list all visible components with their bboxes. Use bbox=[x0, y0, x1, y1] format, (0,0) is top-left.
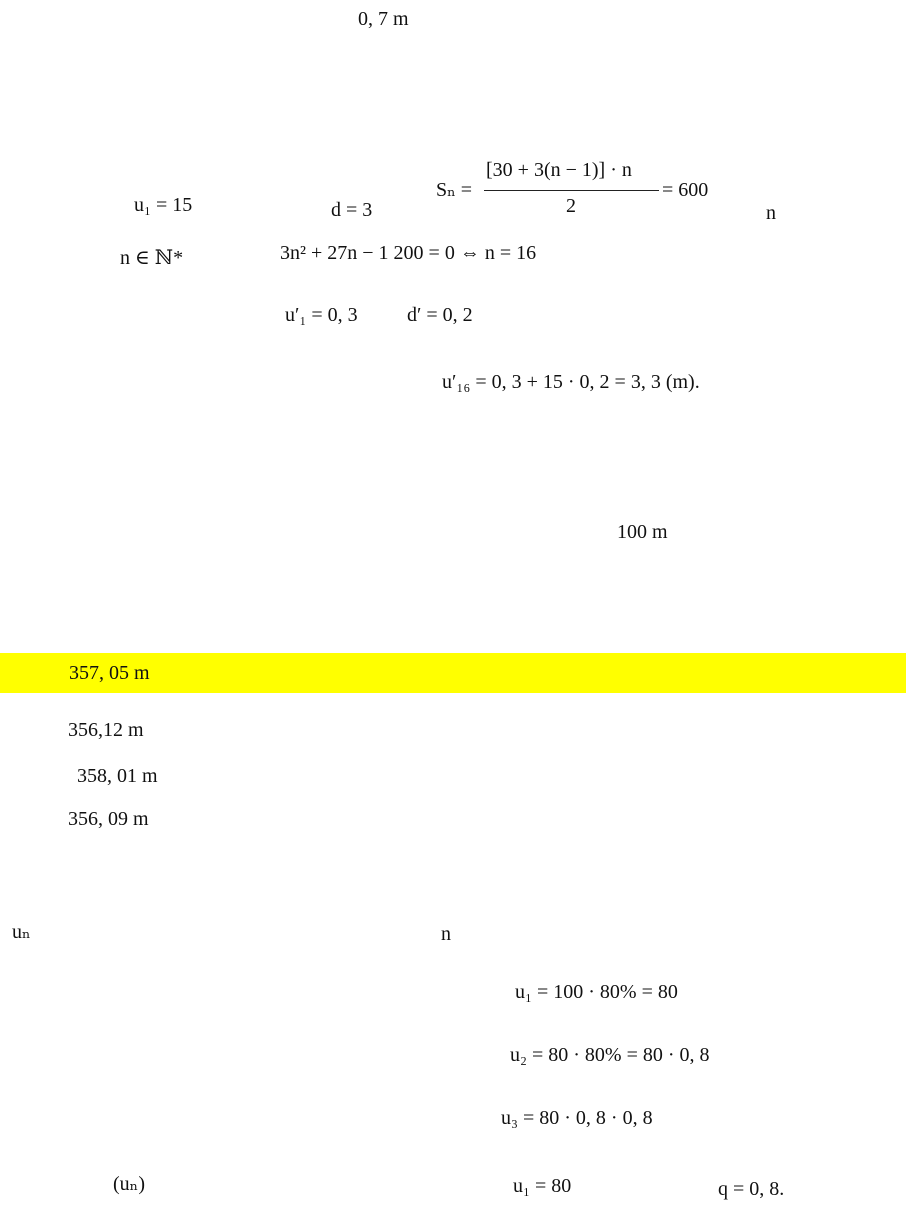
u1-prime: u′₁ = 0, 3 bbox=[285, 304, 358, 326]
d-prime: d′ = 0, 2 bbox=[407, 304, 473, 326]
quadratic-equation: 3n² + 27n − 1 200 = 0 ⇔ n = 16 bbox=[280, 242, 537, 264]
d-formula: d = 3 bbox=[331, 199, 373, 221]
option-d: 356, 09 m bbox=[68, 808, 149, 830]
u1-final: u₁ = 80 bbox=[513, 1175, 572, 1197]
n-domain: n ∈ ℕ* bbox=[120, 247, 184, 269]
option-a: 357, 05 m bbox=[69, 662, 150, 684]
distance-value: 100 m bbox=[617, 521, 668, 543]
sum-formula bbox=[436, 150, 736, 230]
sum-numerator: [30 + 3(n − 1)] · n bbox=[486, 159, 632, 181]
sequence-un: (uₙ) bbox=[113, 1173, 145, 1195]
variable-n: n bbox=[766, 202, 776, 224]
u1-geometric: u₁ = 100 · 80% = 80 bbox=[515, 981, 678, 1003]
fraction-bar bbox=[484, 190, 659, 191]
ratio-q: q = 0, 8. bbox=[718, 1178, 785, 1200]
u1-formula: u₁ = 15 bbox=[134, 194, 193, 216]
u16-prime: u′₁₆ = 0, 3 + 15 · 0, 2 = 3, 3 (m). bbox=[442, 371, 700, 393]
u3-geometric: u₃ = 80 · 0, 8 · 0, 8 bbox=[501, 1107, 653, 1129]
height-value: 0, 7 m bbox=[358, 8, 409, 30]
u2-geometric: u₂ = 80 · 80% = 80 · 0, 8 bbox=[510, 1044, 710, 1066]
option-b: 356,12 m bbox=[68, 719, 144, 741]
un-symbol: uₙ bbox=[12, 921, 31, 943]
sum-denominator: 2 bbox=[566, 195, 576, 217]
sum-lhs: Sₙ = bbox=[436, 179, 473, 201]
option-c: 358, 01 m bbox=[77, 765, 158, 787]
sum-rhs: = 600 bbox=[662, 179, 709, 201]
variable-n-2: n bbox=[441, 923, 451, 945]
